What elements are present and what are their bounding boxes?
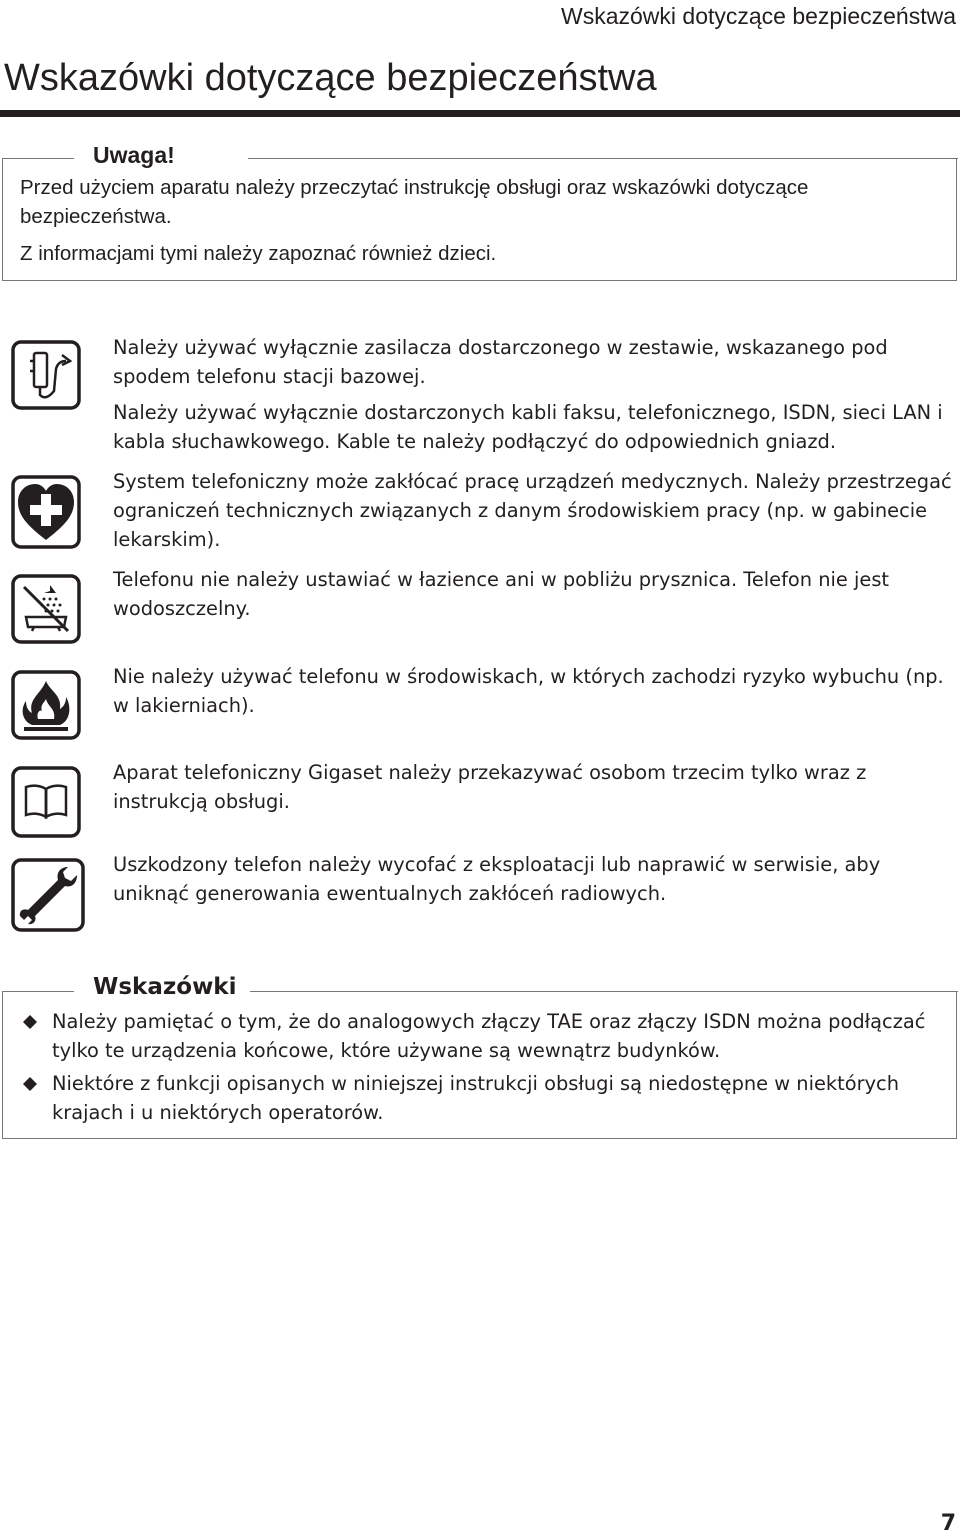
- wrench-icon: [10, 857, 82, 929]
- tips-box-top-rule: [250, 991, 958, 992]
- power-plug-icon: [10, 339, 82, 411]
- safety-item-water: Telefonu nie należy ustawiać w łazience ani w pobliżu prysznica. Telefon nie jest wodoszczelny.: [113, 568, 890, 620]
- tips-box-top-rule: [2, 991, 74, 992]
- page-number: 7: [940, 1511, 956, 1536]
- notice-line: bezpieczeństwa.: [20, 205, 172, 228]
- tip-item: Niektóre z funkcji opisanych w niniejszej instrukcji obsługi są niedostępne w niektórych krajach i u niektórych operatorów.: [52, 1072, 899, 1124]
- fire-icon: [10, 669, 82, 741]
- no-shower-icon: [10, 573, 82, 645]
- page-title: Wskazówki dotyczące bezpieczeństwa: [4, 57, 657, 99]
- title-rule: [0, 110, 960, 117]
- diamond-bullet-icon: [22, 1076, 38, 1096]
- notice-line: Przed użyciem aparatu należy przeczytać instrukcję obsługi oraz wskazówki dotyczące: [20, 176, 809, 199]
- safety-item-power-supply: Należy używać wyłącznie zasilacza dostarczonego w zestawie, wskazanego pod spodem telefonu stacji bazowej.: [113, 336, 888, 388]
- running-header: Wskazówki dotyczące bezpieczeństwa: [561, 3, 956, 29]
- safety-item-medical: System telefoniczny może zakłócać pracę urządzeń medycznych. Należy przestrzegać ograniczeń technicznych związanych z danym środowiskiem pracy (np. w gabinecie lekarskim).: [113, 470, 952, 551]
- safety-item-explosion: Nie należy używać telefonu w środowiskach, w których zachodzi ryzyko wybuchu (np. w lakierniach).: [113, 665, 944, 717]
- tip-item: Należy pamiętać o tym, że do analogowych złączy TAE oraz złączy ISDN można podłączać tylko te urządzenia końcowe, które używane są wewnątrz budynków.: [52, 1010, 926, 1062]
- notice-line: Z informacjami tymi należy zapoznać również dzieci.: [20, 242, 497, 265]
- safety-item-cables: Należy używać wyłącznie dostarczonych kabli faksu, telefonicznego, ISDN, sieci LAN i kabla słuchawkowego. Kable te należy podłączyć do odpowiednich gniazd.: [113, 401, 943, 453]
- tips-heading: Wskazówki: [93, 974, 237, 1000]
- notice-box-top-rule: [2, 158, 74, 159]
- notice-box-top-rule: [248, 158, 958, 159]
- diamond-bullet-icon: [22, 1014, 38, 1034]
- safety-item-handover: Aparat telefoniczny Gigaset należy przekazywać osobom trzecim tylko wraz z instrukcją obsługi.: [113, 761, 867, 813]
- safety-item-repair: Uszkodzony telefon należy wycofać z eksploatacji lub naprawić w serwisie, aby uniknąć generowania ewentualnych zakłóceń radiowych.: [113, 853, 881, 905]
- notice-heading: Uwaga!: [93, 142, 175, 168]
- open-book-icon: [10, 765, 82, 837]
- medical-heart-icon: [10, 474, 82, 546]
